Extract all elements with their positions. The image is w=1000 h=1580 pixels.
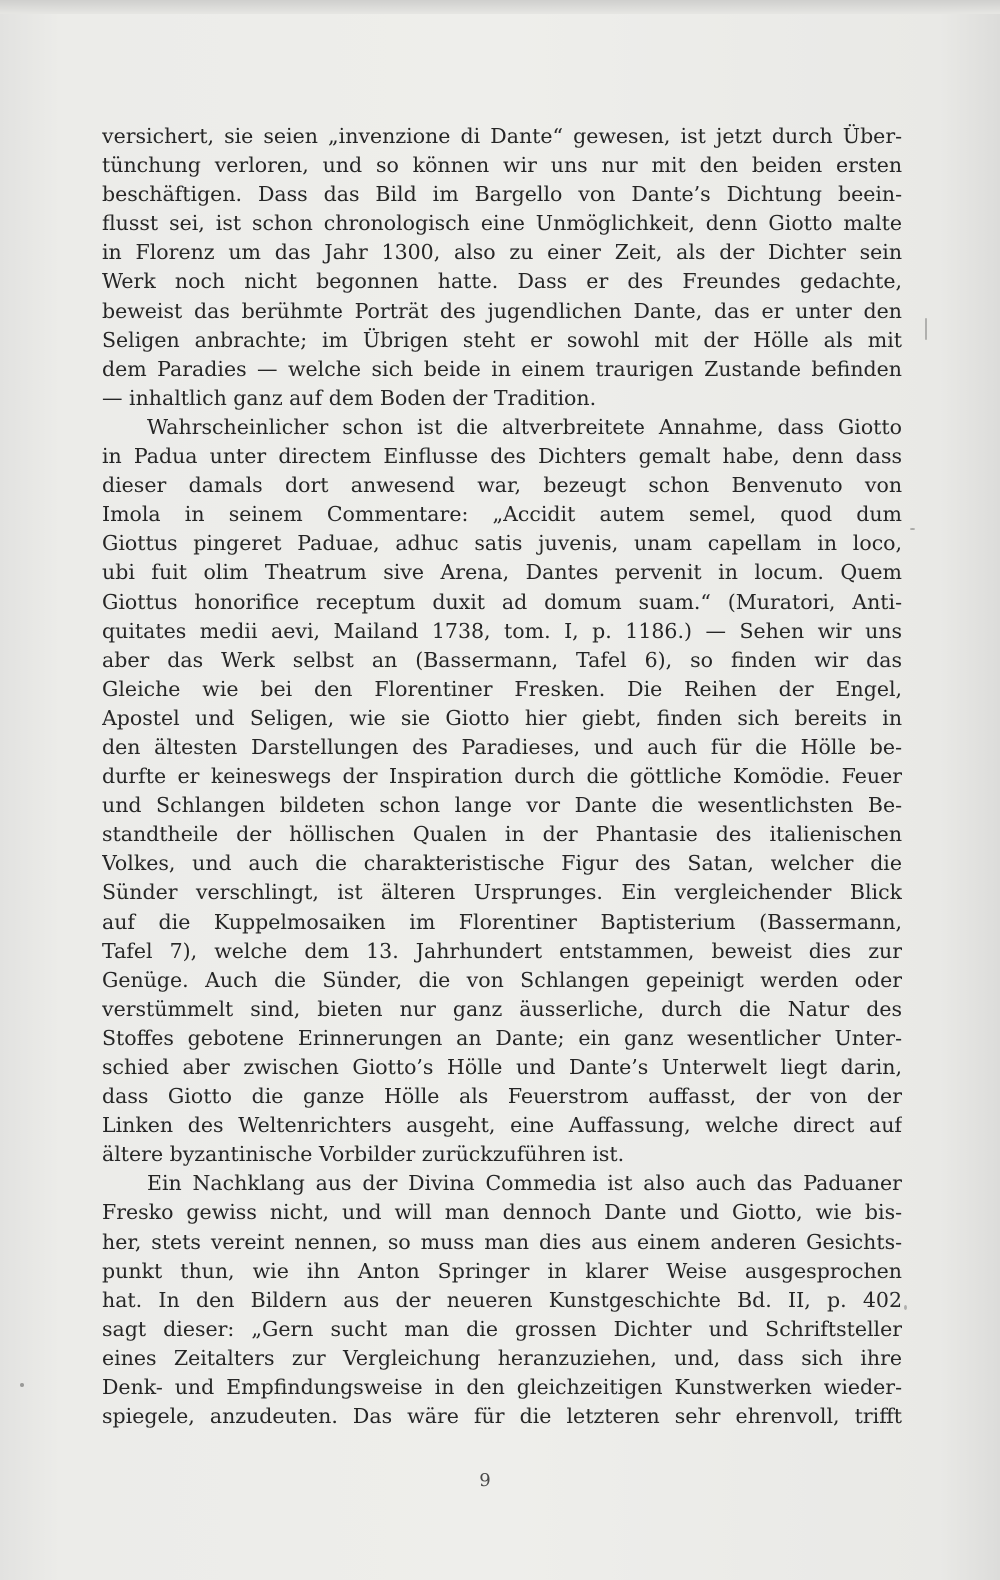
text-line: Imola in seinem Commentare: „Accidit autem semel, quod dum — [102, 502, 902, 527]
page-number: 9 — [479, 1470, 491, 1491]
paper-speck — [910, 528, 915, 530]
text-line: beschäftigen. Dass das Bild im Bargello von Dante’s Dichtung beein- — [102, 182, 902, 207]
text-line: standtheile der höllischen Qualen in der Phantasie des italienischen — [102, 822, 902, 847]
text-line: hat. In den Bildern aus der neueren Kunstgeschichte Bd. II, p. 402 — [102, 1287, 902, 1312]
text-line: in Padua unter directem Einflusse des Dichters gemalt habe, denn dass — [102, 444, 902, 469]
text-line: aber das Werk selbst an (Bassermann, Tafel 6), so finden wir das — [102, 647, 902, 672]
text-line: dem Paradies — welche sich beide in einem traurigen Zustande befinden — [102, 356, 902, 381]
page-top-edge — [0, 0, 1000, 14]
text-line: beweist das berühmte Porträt des jugendlichen Dante, das er unter den — [102, 298, 902, 323]
text-line: punkt thun, wie ihn Anton Springer in klarer Weise ausgesprochen — [102, 1258, 902, 1283]
text-line: schied aber zwischen Giotto’s Hölle und Dante’s Unterwelt liegt darin, — [102, 1055, 902, 1079]
text-line: versichert, sie seien „invenzione di Dante“ gewesen, ist jetzt durch Über- — [102, 124, 902, 148]
text-line: Stoffes gebotene Erinnerungen an Dante; ein ganz wesentlicher Unter- — [102, 1025, 902, 1050]
text-line: in Florenz um das Jahr 1300, also zu einer Zeit, als der Dichter sein — [102, 240, 902, 265]
text-line: Werk noch nicht begonnen hatte. Dass er des Freundes gedachte, — [102, 269, 902, 294]
text-line: her, stets vereint nennen, so muss man dies aus einem anderen Gesichts- — [102, 1229, 902, 1254]
text-line: quitates medii aevi, Mailand 1738, tom. I, p. 1186.) — Sehen wir uns — [102, 618, 902, 643]
text-line: dass Giotto die ganze Hölle als Feuerstrom auffasst, der von der — [102, 1084, 902, 1109]
text-line: auf die Kuppelmosaiken im Florentiner Baptisterium (Bassermann, — [102, 909, 902, 934]
text-line: flusst sei, ist schon chronologisch eine Unmöglichkeit, denn Giotto malte — [102, 211, 902, 236]
text-line: — inhaltlich ganz auf dem Boden der Tradition. — [102, 385, 597, 410]
text-line: dieser damals dort anwesend war, bezeugt schon Benvenuto von — [102, 473, 902, 498]
text-line: spiegele, anzudeuten. Das wäre für die letzteren sehr ehrenvoll, trifft — [102, 1404, 902, 1429]
text-line: Seligen anbrachte; im Übrigen steht er sowohl mit der Hölle als mit — [102, 327, 902, 352]
text-line: Linken des Weltenrichters ausgeht, eine Auffassung, welche direct auf — [102, 1113, 902, 1138]
paper-speck — [904, 1305, 907, 1310]
paper-speck — [20, 1383, 24, 1387]
text-line: den ältesten Darstellungen des Paradieses, und auch für die Hölle be- — [102, 734, 902, 759]
text-line: Apostel und Seligen, wie sie Giotto hier giebt, finden sich bereits in — [102, 705, 902, 730]
text-line: und Schlangen bildeten schon lange vor Dante die wesentlichsten Be- — [102, 793, 902, 818]
text-line: Volkes, und auch die charakteristische Figur des Satan, welcher die — [102, 851, 902, 876]
text-line: Wahrscheinlicher schon ist die altverbreitete Annahme, dass Giotto — [147, 414, 902, 439]
text-line: durfte er keineswegs der Inspiration durch die göttliche Komödie. Feuer — [102, 764, 902, 789]
text-line: Ein Nachklang aus der Divina Commedia ist also auch das Paduaner — [147, 1171, 902, 1196]
text-line: Denk- und Empfindungsweise in den gleichzeitigen Kunstwerken wieder- — [102, 1375, 902, 1400]
text-line: eines Zeitalters zur Vergleichung heranzuziehen, und, dass sich ihre — [102, 1345, 902, 1370]
text-line: ubi fuit olim Theatrum sive Arena, Dantes pervenit in locum. Quem — [102, 560, 902, 585]
text-line: verstümmelt sind, bieten nur ganz äusserliche, durch die Natur des — [102, 996, 902, 1021]
paper-speck — [925, 318, 927, 340]
text-line: sagt dieser: „Gern sucht man die grossen Dichter und Schriftsteller — [102, 1316, 902, 1341]
text-line: Tafel 7), welche dem 13. Jahrhundert entstammen, beweist dies zur — [102, 938, 902, 963]
text-line: Sünder verschlingt, ist älteren Ursprunges. Ein vergleichender Blick — [102, 880, 902, 905]
text-line: Giottus honorifice receptum duxit ad domum suam.“ (Muratori, Anti- — [102, 589, 902, 614]
text-line: Gleiche wie bei den Florentiner Fresken. Die Reihen der Engel, — [102, 676, 902, 701]
text-line: Genüge. Auch die Sünder, die von Schlangen gepeinigt werden oder — [102, 967, 902, 992]
text-line: tünchung verloren, und so können wir uns nur mit den beiden ersten — [102, 153, 902, 178]
body-text — [102, 122, 902, 1431]
text-line: Giottus pingeret Paduae, adhuc satis juvenis, unam capellam in loco, — [102, 531, 902, 556]
text-line: ältere byzantinische Vorbilder zurückzuführen ist. — [102, 1142, 625, 1167]
text-line: Fresko gewiss nicht, und will man dennoch Dante und Giotto, wie bis- — [102, 1200, 902, 1225]
